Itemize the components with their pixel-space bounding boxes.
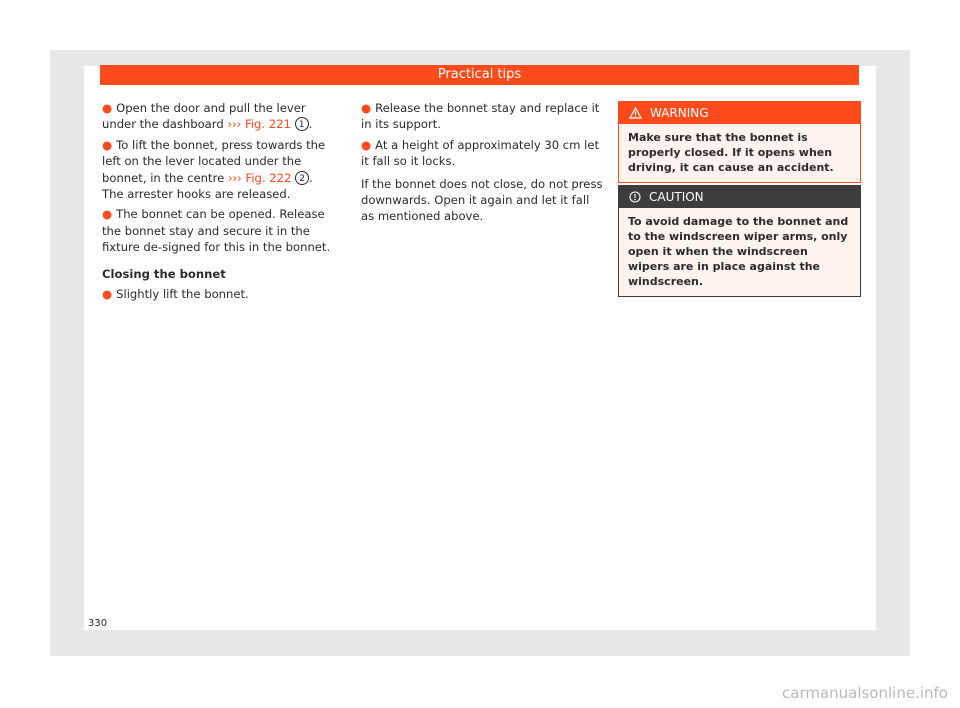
bullet-icon: ● xyxy=(361,137,372,152)
subheading: Closing the bonnet xyxy=(102,266,226,281)
bullet-icon: ● xyxy=(102,101,113,115)
body-paragraph: If the bonnet does not close, do not press downwards. Open it again and let it fall as mentioned above. xyxy=(361,176,603,224)
list-item: ● At a height of approximately 30 cm let it fall so it locks. xyxy=(361,137,600,169)
watermark: carmanualsonline.info xyxy=(782,684,948,702)
list-item: ● The bonnet can be opened. Release the bonnet stay and secure it in the fixture de-signed for this in the bonnet. xyxy=(102,207,331,255)
caution-header xyxy=(619,186,860,208)
caution-box xyxy=(618,185,861,297)
list-item: ● Release the bonnet stay and replace it in its support. xyxy=(361,101,600,132)
section-title: Practical tips xyxy=(437,67,522,82)
warning-triangle-icon xyxy=(629,107,642,119)
caution-circle-icon xyxy=(629,191,641,203)
list-item: ● To lift the bonnet, press towards the left on the lever located under the bonnet, in the centre ››› Fig. 222 2 . The arrester hooks are released. xyxy=(102,137,326,202)
warning-box xyxy=(618,101,861,183)
text-column-1 xyxy=(102,100,338,306)
warning-header xyxy=(619,102,860,124)
callout-number-2: 2 xyxy=(295,171,309,185)
bullet-icon: ● xyxy=(361,101,372,115)
fig-222-link[interactable]: ››› Fig. 222 xyxy=(227,170,292,185)
caution-text: To avoid damage to the bonnet and to the windscreen wiper arms, only open it when the windscreen wipers are in place against the windscreen. xyxy=(619,208,860,296)
page-number: 330 xyxy=(88,618,108,629)
callout-number-1: 1 xyxy=(295,117,309,131)
bullet-icon: ● xyxy=(102,287,113,302)
list-item: ● Slightly lift the bonnet. xyxy=(102,287,249,302)
bullet-icon: ● xyxy=(102,207,113,222)
warning-text: Make sure that the bonnet is properly closed. If it opens when driving, it can cause an accident. xyxy=(619,124,860,182)
warning-label: WARNING xyxy=(650,106,709,120)
fig-221-link[interactable]: ››› Fig. 221 xyxy=(227,117,291,132)
text-column-2 xyxy=(361,100,603,229)
bullet-icon: ● xyxy=(102,137,113,152)
section-header xyxy=(100,65,859,85)
list-item: ● Open the door and pull the lever under the dashboard ››› Fig. 221 1 . xyxy=(102,101,313,132)
caution-label: CAUTION xyxy=(649,190,704,204)
